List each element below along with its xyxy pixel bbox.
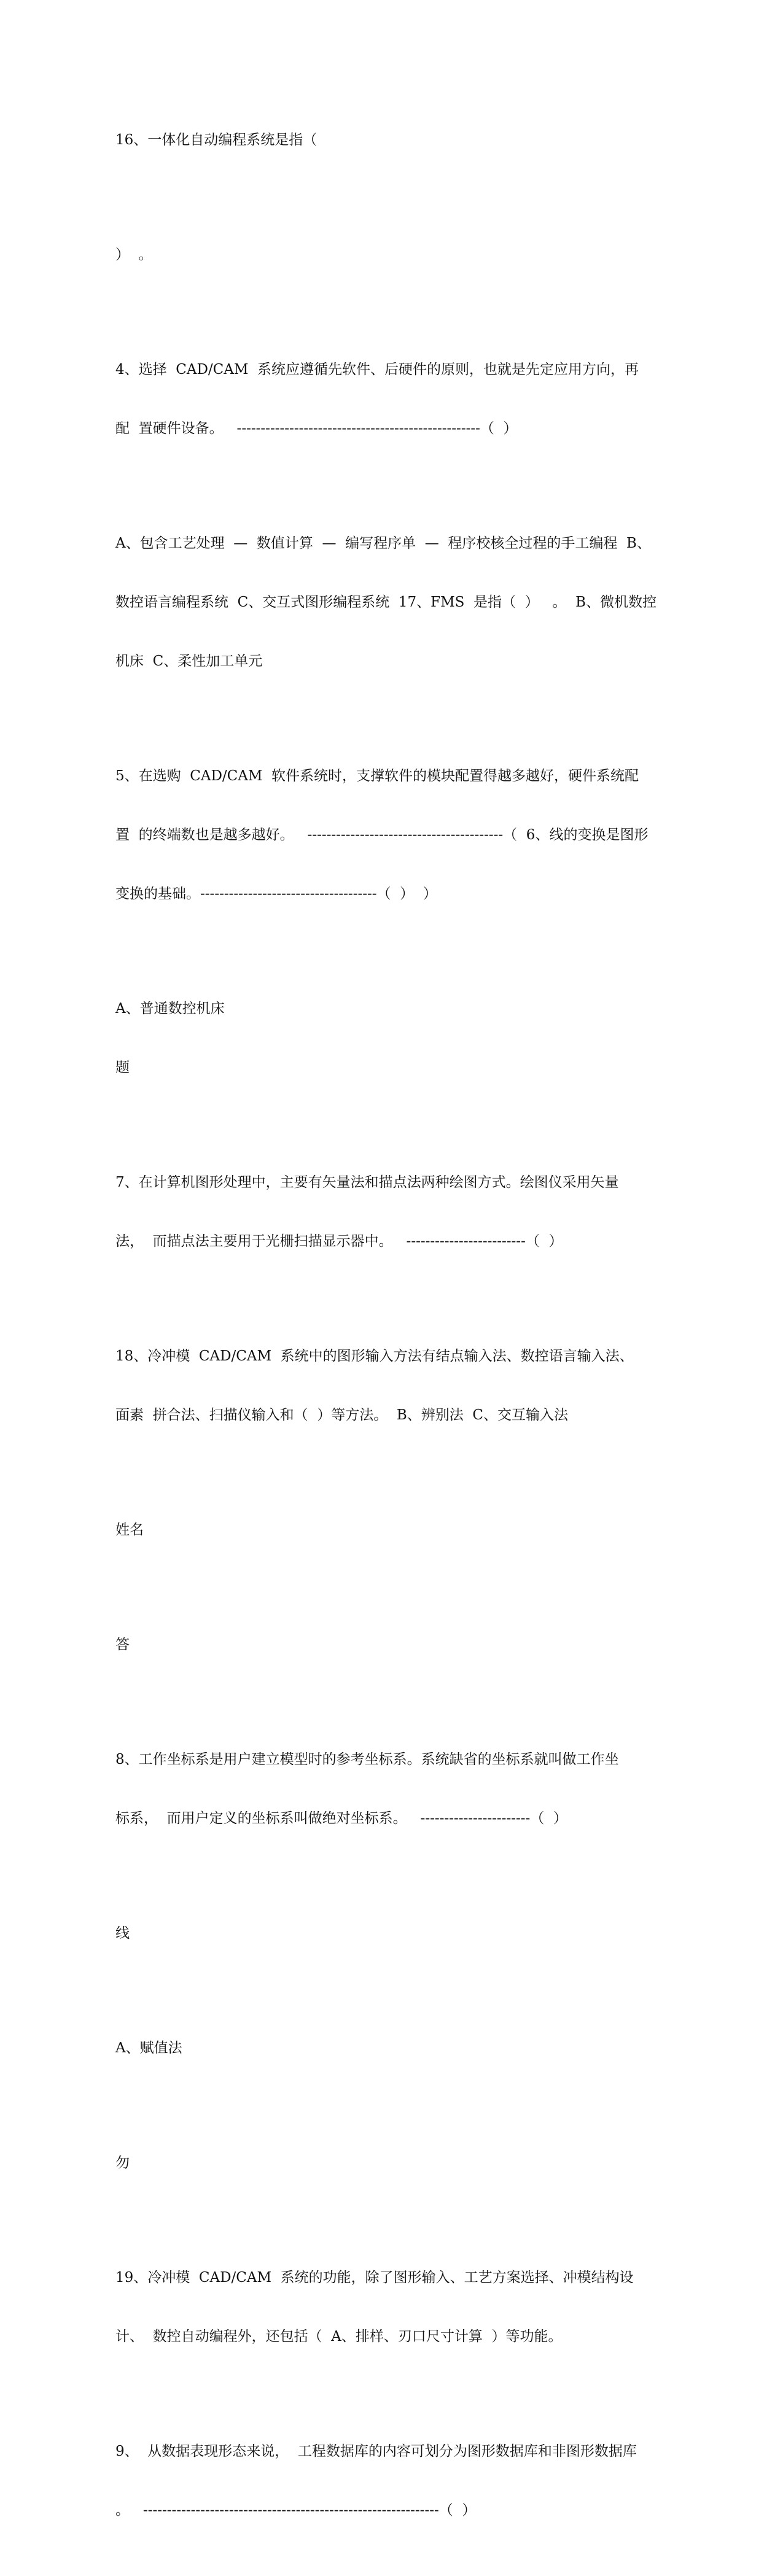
question-4 [115,320,677,478]
option-a-assignment [115,1999,677,2097]
margin-mark-answer [115,1596,677,1694]
margin-mark-line [115,1884,677,1982]
document-body [115,91,677,2576]
option-a-and-margin-mark [115,960,677,1117]
text-line: 标系， 而用户定义的坐标系叫做绝对坐标系。 -----------------------（ ） [115,1810,567,1826]
text-line: 答 [115,1637,130,1653]
question-5-6 [115,727,677,943]
text-line: 法， 而描点法主要用于光栅扫描显示器中。 -------------------------（ ） [115,1233,563,1249]
text-line: 4、选择 CAD/CAM 系统应遵循先软件、后硬件的原则，也就是先定应用方向，再 [115,362,639,378]
text-line: 8、工作坐标系是用户建立模型时的参考坐标系。系统缺省的坐标系就叫做工作坐 [115,1752,619,1767]
question-8 [115,1710,677,1868]
text-line: 机床 C、柔性加工单元 [115,653,263,669]
text-line: A、赋值法 [115,2040,182,2056]
text-line: 5、在选购 CAD/CAM 软件系统时，支撑软件的模块配置得越多越好，硬件系统配 [115,768,639,784]
text-line: 置 的终端数也是越多越好。 -----------------------------------------（ 6、线的变换是图形 [115,827,649,843]
text-line: 计、 数控自动编程外，还包括（ A、排样、刃口尺寸计算 ）等功能。 [115,2329,563,2345]
text-line: 9、 从数据表现形态来说， 工程数据库的内容可划分为图形数据库和非图形数据库 [115,2443,637,2459]
text-line: 配 置硬件设备。 ---------------------------------------------------（ ） [115,421,518,436]
text-line: 16、一体化自动编程系统是指（ [115,132,317,148]
text-line: 勿 [115,2155,130,2171]
text-line: 题 [115,1060,130,1076]
text-line: 。 --------------------------------------------------------------（ ） [115,2502,477,2518]
text-line: 数控语言编程系统 C、交互式图形编程系统 17、FMS 是指（ ） 。 B、微机数控 [115,594,657,610]
question-16-stem [115,91,677,189]
text-line: 19、冷冲模 CAD/CAM 系统的功能，除了图形输入、工艺方案选择、冲模结构设 [115,2270,634,2286]
text-line: A、普通数控机床 [115,1001,225,1017]
text-line: A、包含工艺处理 — 数值计算 — 编写程序单 — 程序校核全过程的手工编程 B、 [115,535,651,551]
text-line: 18、冷冲模 CAD/CAM 系统中的图形输入方法有结点输入法、数控语言输入法、 [115,1348,634,1364]
question-16-blank [115,206,677,304]
text-line: 姓名 [115,1522,144,1538]
text-line: ） 。 [115,247,153,263]
question-19 [115,2229,677,2386]
margin-mark-do-not [115,2114,677,2212]
question-9 [115,2402,677,2559]
text-line: 7、在计算机图形处理中，主要有矢量法和描点法两种绘图方式。绘图仪采用矢量 [115,1174,619,1190]
name-label [115,1481,677,1579]
text-line: 变换的基础。-------------------------------------（ ） ） [115,886,437,902]
question-18 [115,1307,677,1464]
text-line: 线 [115,1925,130,1941]
question-7 [115,1133,677,1290]
question-16-17-options [115,494,677,710]
text-line: 面素 拼合法、扫描仪输入和（ ）等方法。 B、辨别法 C、交互输入法 [115,1407,568,1423]
